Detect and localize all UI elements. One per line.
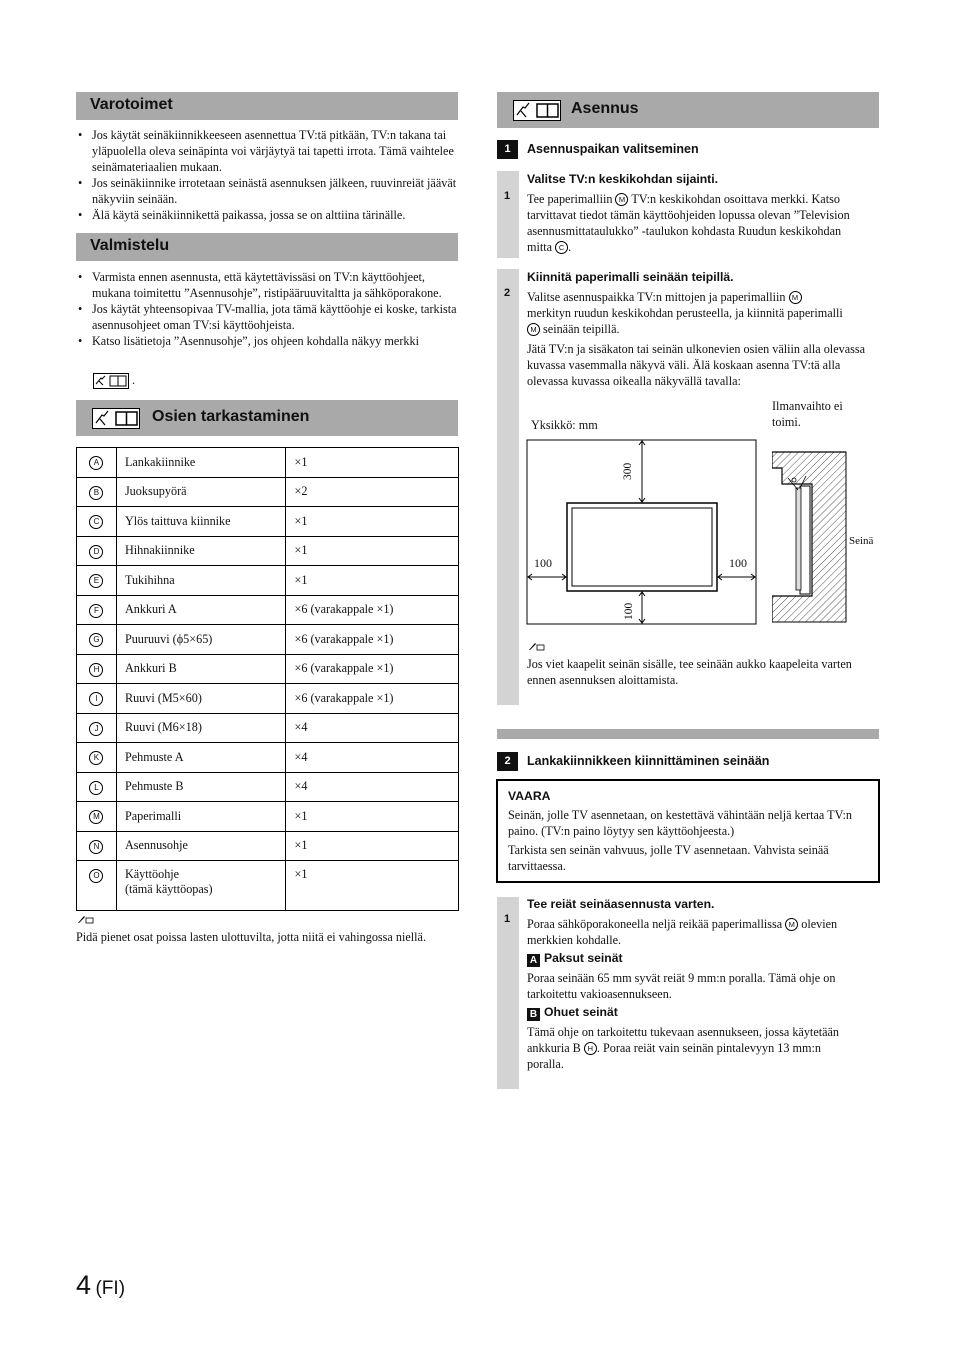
table-row: [77, 713, 459, 743]
part-qty: ×6 (varakappale ×1): [294, 690, 394, 705]
part-qty: ×1: [294, 838, 308, 853]
part-name: Hihnakiinnike: [124, 543, 195, 558]
osien-header: [76, 400, 458, 436]
step-text-2: Jätä TV:n ja sisäkaton tai seinän ulkonevien osien väliin alla olevassa kuvassa vasemmalla näkyvä väli. Älä koskaan asenna TV:tä alla olevassa kuvassa oikealla näkyvällä tavalla:: [527, 342, 865, 388]
list-item: • Katso lisätietoja ”Asennusohje”, jos ohjeen kohdalla näkyy merkki: [76, 333, 460, 349]
part-qty: ×1: [294, 513, 308, 528]
part-qty: ×1: [294, 572, 308, 587]
table-row: [77, 448, 459, 478]
letter-a-icon: A: [527, 954, 540, 967]
warning-text: Seinän, jolle TV asennetaan, on kestettävä vähintään neljä kertaa TV:n paino. (TV:n paino löytyy sen käyttöohjeesta.): [508, 808, 852, 838]
list-item: • Jos seinäkiinnike irrotetaan seinästä asennuksen jälkeen, ruuvinreiät jäävät näkyviin seinään.: [76, 175, 460, 207]
manual-icon: [513, 100, 561, 121]
part-name: Paperimalli: [124, 808, 182, 823]
step-text: Valitse asennuspaikka TV:n mittojen ja paperimalliin M merkityn ruudun keskikohdan perusteella, ja kiinnitä paperimalli M seinään teipillä.: [527, 290, 843, 336]
table-row: [77, 654, 459, 684]
asennus-title: Asennus: [571, 100, 639, 117]
ref-c: C: [555, 241, 568, 254]
table-row: [77, 507, 459, 537]
part-qty: ×6 (varakappale ×1): [294, 602, 394, 617]
varotoimet-title: Varotoimet: [90, 96, 173, 113]
list-item: • Jos käytät seinäkiinnikkeeseen asennettua TV:tä pitkään, TV:n takana tai yläpuolella oleva seinäpinta voi värjäytyä tai tapetti irrota. Tämä vaihtelee seinämateriaalien mukaan.: [76, 127, 460, 175]
part-letter: B: [89, 486, 103, 500]
list-item: • Älä käytä seinäkiinnikettä paikassa, jossa se on alttiina tärinälle.: [76, 207, 460, 223]
section-title: Asennuspaikan valitseminen: [527, 142, 699, 156]
part-letter: A: [89, 456, 103, 470]
dim-right: 100: [729, 556, 747, 570]
part-name: Lankakiinnike: [124, 454, 196, 469]
manual-icon: [92, 408, 140, 429]
step-title: Valitse TV:n keskikohdan sijainti.: [527, 172, 719, 186]
table-row: [77, 595, 459, 625]
table-row: [77, 566, 459, 596]
step-bar: [497, 171, 519, 258]
table-row: [77, 477, 459, 507]
valmistelu-header: [76, 233, 458, 261]
thin-wall-title: B Ohuet seinät: [527, 1005, 618, 1021]
valmistelu-list: [76, 269, 460, 349]
section-title: Lankakiinnikkeen kiinnittäminen seinään: [527, 754, 770, 768]
vent-label: Ilmanvaihto ei toimi.: [772, 399, 843, 429]
table-row: [77, 831, 459, 861]
part-name: Puuruuvi (ϕ5×65): [124, 631, 213, 646]
note-icon: [77, 914, 95, 924]
part-letter: N: [89, 840, 103, 854]
part-letter: G: [89, 633, 103, 647]
thin-wall-text: Tämä ohje on tarkoitettu tukevaan asennukseen, jossa käytetään ankkuria B H . Poraa reiät vain seinän pintalevyyn 13 mm:n poralla.: [527, 1025, 840, 1071]
valmistelu-title: Valmistelu: [90, 237, 170, 254]
table-row: [77, 802, 459, 832]
parts-note: Pidä pienet osat poissa lasten ulottuvilta, jotta niitä ei vahingossa niellä.: [76, 930, 426, 944]
part-name-sub: (tämä käyttöopas): [124, 882, 213, 896]
part-letter: C: [89, 515, 103, 529]
part-name: Ylös taittuva kiinnike: [124, 513, 231, 528]
ref-m: M: [789, 291, 802, 304]
cable-note: Jos viet kaapelit seinän sisälle, tee seinään aukko kaapeleita varten ennen asennuksen aloittamista.: [527, 657, 852, 687]
part-qty: ×6 (varakappale ×1): [294, 631, 394, 646]
table-row: [77, 861, 459, 911]
ref-m: M: [527, 323, 540, 336]
part-name: Ankkuri A: [124, 602, 177, 617]
parts-table: [76, 447, 459, 911]
part-name: Pehmuste B: [124, 779, 184, 794]
ref-h: H: [584, 1042, 597, 1055]
unit-label: Yksikkö: mm: [531, 418, 598, 432]
section-number: 1: [497, 140, 518, 159]
part-letter: K: [89, 751, 103, 765]
part-letter: I: [89, 692, 103, 706]
warning-box: [496, 779, 880, 883]
dim-top: 300: [622, 462, 634, 480]
part-name: Asennusohje: [124, 838, 188, 853]
part-qty: ×1: [294, 808, 308, 823]
table-row: [77, 536, 459, 566]
part-qty: ×1: [294, 543, 308, 558]
part-qty: ×4: [294, 779, 308, 794]
part-qty: ×4: [294, 720, 308, 735]
part-letter: F: [89, 604, 103, 618]
table-row: [77, 772, 459, 802]
ref-m: M: [615, 193, 628, 206]
warning-title: VAARA: [508, 789, 551, 803]
clearance-diagram: [526, 439, 758, 626]
trailing-dot: .: [132, 373, 136, 387]
varotoimet-list: [76, 127, 460, 223]
dim-left: 100: [534, 556, 552, 570]
varotoimet-header: [76, 92, 458, 120]
osien-title: Osien tarkastaminen: [152, 408, 310, 425]
table-row: [77, 625, 459, 655]
part-qty: ×1: [294, 867, 308, 881]
manual-icon: [93, 373, 129, 389]
list-item: • Jos käytät yhteensopivaa TV-mallia, jota tämä käyttöohje ei koske, tarkista asennusohjeet oman TV:si käyttöohjeista.: [76, 301, 460, 333]
part-qty: ×1: [294, 454, 308, 469]
page-number: 4 (FI): [76, 1270, 126, 1300]
part-qty: ×4: [294, 749, 308, 764]
wall-side-diagram: [772, 450, 848, 624]
step-number: 1: [504, 190, 511, 202]
step-bar: [497, 897, 519, 1089]
asennus-header: [497, 92, 879, 128]
step-title: Kiinnitä paperimalli seinään teipillä.: [527, 270, 734, 284]
step-bar: [497, 269, 519, 705]
section-divider: [497, 729, 879, 739]
part-letter: J: [89, 722, 103, 736]
part-qty: ×2: [294, 484, 308, 499]
section-number: 2: [497, 752, 518, 771]
part-letter: O: [89, 869, 103, 883]
part-name: Ruuvi (M6×18): [124, 720, 202, 735]
part-name: Käyttöohje: [124, 867, 180, 881]
step-text: Tee paperimalliin M TV:n keskikohdan osoittava merkki. Katso tarvittavat tiedot tämän käyttöohjeiden lopussa olevan ”Television asennusmittataulukko” -taulukon kohdasta Ruudun keskikohdan mitta C .: [527, 192, 850, 254]
part-name: Ruuvi (M5×60): [124, 690, 202, 705]
part-letter: D: [89, 545, 103, 559]
part-letter: M: [89, 810, 103, 824]
table-row: [77, 743, 459, 773]
table-row: [77, 684, 459, 714]
part-qty: ×6 (varakappale ×1): [294, 661, 394, 676]
ref-m: M: [785, 918, 798, 931]
part-letter: L: [89, 781, 103, 795]
part-name: Tukihihna: [124, 572, 175, 587]
wall-label: Seinä: [849, 535, 874, 547]
note-icon: [528, 641, 546, 651]
part-letter: E: [89, 574, 103, 588]
thick-wall-text: Poraa seinään 65 mm syvät reiät 9 mm:n poralla. Tämä ohje on tarkoitettu vakioasennukseen.: [527, 971, 836, 1001]
dim-bottom: 100: [623, 602, 635, 620]
part-name: Pehmuste A: [124, 749, 184, 764]
list-item: • Varmista ennen asennusta, että käytettävissäsi on TV:n käyttöohjeet, mukana toimitettu ”Asennusohje”, ristipääruuvitaltta ja sähköporakone.: [76, 269, 460, 301]
warning-text-2: Tarkista sen seinän vahvuus, jolle TV asennetaan. Vahvista seinää tarvittaessa.: [508, 843, 829, 873]
step-title: Tee reiät seinäasennusta varten.: [527, 897, 715, 911]
step-number: 2: [504, 287, 511, 299]
letter-b-icon: B: [527, 1008, 540, 1021]
part-name: Juoksupyörä: [124, 484, 187, 499]
step-text: Poraa sähköporakoneella neljä reikää paperimallissa M olevien merkkien kohdalle.: [527, 917, 838, 947]
part-name: Ankkuri B: [124, 661, 177, 676]
step-number: 1: [504, 913, 511, 925]
part-letter: H: [89, 663, 103, 677]
thick-wall-title: A Paksut seinät: [527, 951, 623, 967]
